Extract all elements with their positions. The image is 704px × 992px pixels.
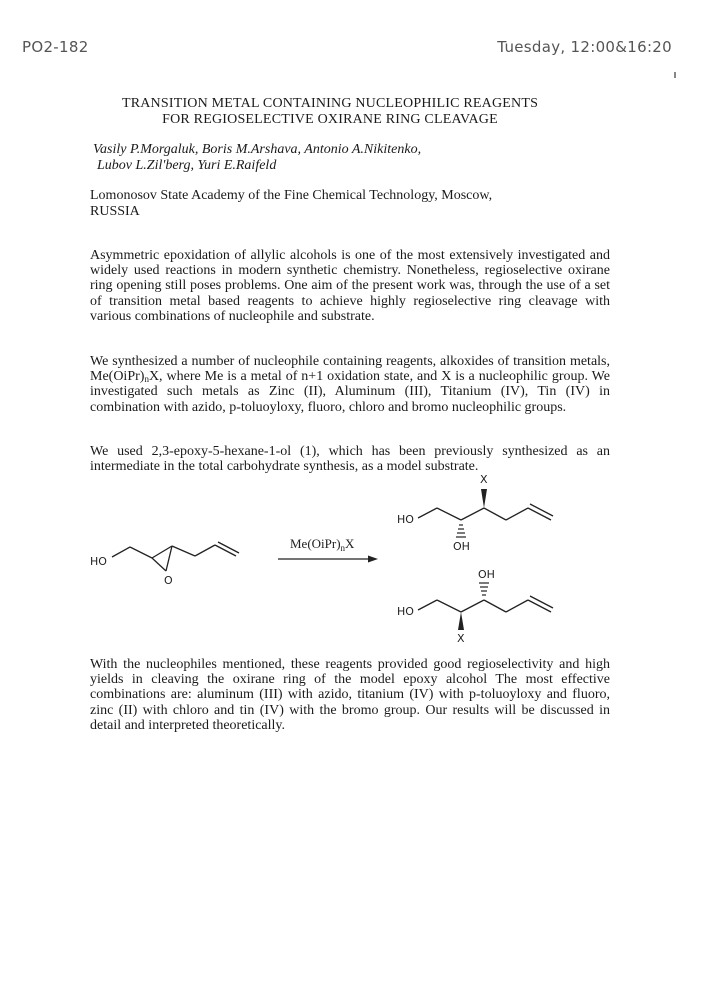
product-lower-oh-label: OH (478, 568, 495, 581)
hash-bond-oh-lower (479, 583, 489, 595)
authors-line-2: Lubov L.Zil'berg, Yuri E.Raifeld (97, 158, 277, 173)
substrate-structure (112, 542, 239, 571)
affiliation-line-2: RUSSIA (90, 204, 140, 219)
paragraph-substrate: We used 2,3-epoxy-5-hexane-1-ol (1), which has been previously synthesized as an intermediate in the total carbohydrate synthesis, as a model substrate. (90, 444, 610, 475)
poster-code: PO2-182 (22, 38, 89, 56)
reaction-scheme (0, 470, 704, 650)
scan-mark (674, 72, 676, 78)
p2-text-a: We synthesized a number of nucleophile containing reagents, alkoxides of transition metals, Me(OiPr) (90, 354, 610, 385)
paper-title (60, 96, 600, 128)
hash-bond-oh (456, 525, 466, 537)
epoxide-oxygen-label: O (164, 574, 173, 587)
paragraph-intro: Asymmetric epoxidation of allylic alcohols is one of the most extensively investigated and widely used reactions in modern synthetic chemistry. Nonetheless, regioselective oxirane ring opening still poses problems. One aim of the present work was, through the use of a set of transition metal based reagents to achieve highly regioselective ring cleavage with various combinations of nucleophile and substrate. (90, 248, 610, 324)
affiliation (90, 188, 590, 220)
product-lower-x-label: X (457, 632, 465, 645)
product-upper-oh-label: OH (453, 540, 470, 553)
p2-text-b: X, where Me is a metal of n+1 oxidation state, and X is a nucleophilic group. We investigated such metals as Zinc (II), Aluminum (III), Titanium (IV), Tin (IV) in combination with azido, p-toluoyloxy, fluoro, chloro and bromo nucleophilic groups. (90, 369, 610, 415)
product-upper-ho-label: HO (397, 513, 414, 526)
p2-subscript: n (144, 374, 149, 385)
wedge-bond-x (481, 489, 487, 508)
reaction-arrow (278, 556, 378, 563)
title-line-2: FOR REGIOSELECTIVE OXIRANE RING CLEAVAGE (162, 112, 498, 127)
paragraph-reagents (90, 354, 610, 415)
substrate-ho-label: HO (90, 555, 107, 568)
product-upper-structure (418, 504, 553, 520)
paragraph-results: With the nucleophiles mentioned, these reagents provided good regioselectivity and high yields in cleaving the oxirane ring of the model epoxy alcohol The most effective combinations are: aluminum (III) with azido, titanium (IV) with p-toluoyloxy and fluoro, zinc (II) with chloro and tin (IV) with the bromo group. Our results will be discussed in detail and interpreted theoretically. (90, 657, 610, 733)
title-line-1: TRANSITION METAL CONTAINING NUCLEOPHILIC REAGENTS (121, 96, 539, 111)
product-lower-ho-label: HO (397, 605, 414, 618)
affiliation-line-1: Lomonosov State Academy of the Fine Chemical Technology, Moscow, (90, 188, 493, 203)
reagent-label: $Me(OiPr)_nX$ (290, 536, 355, 553)
product-upper-x-label: X (480, 473, 488, 486)
authors-line-1: Vasily P.Morgaluk, Boris M.Arshava, Antonio A.Nikitenko, (93, 142, 422, 157)
product-lower-structure (418, 596, 553, 612)
wedge-bond-x-lower (458, 612, 464, 630)
session-schedule: Tuesday, 12:00&16:20 (497, 38, 672, 56)
author-list (93, 142, 421, 174)
